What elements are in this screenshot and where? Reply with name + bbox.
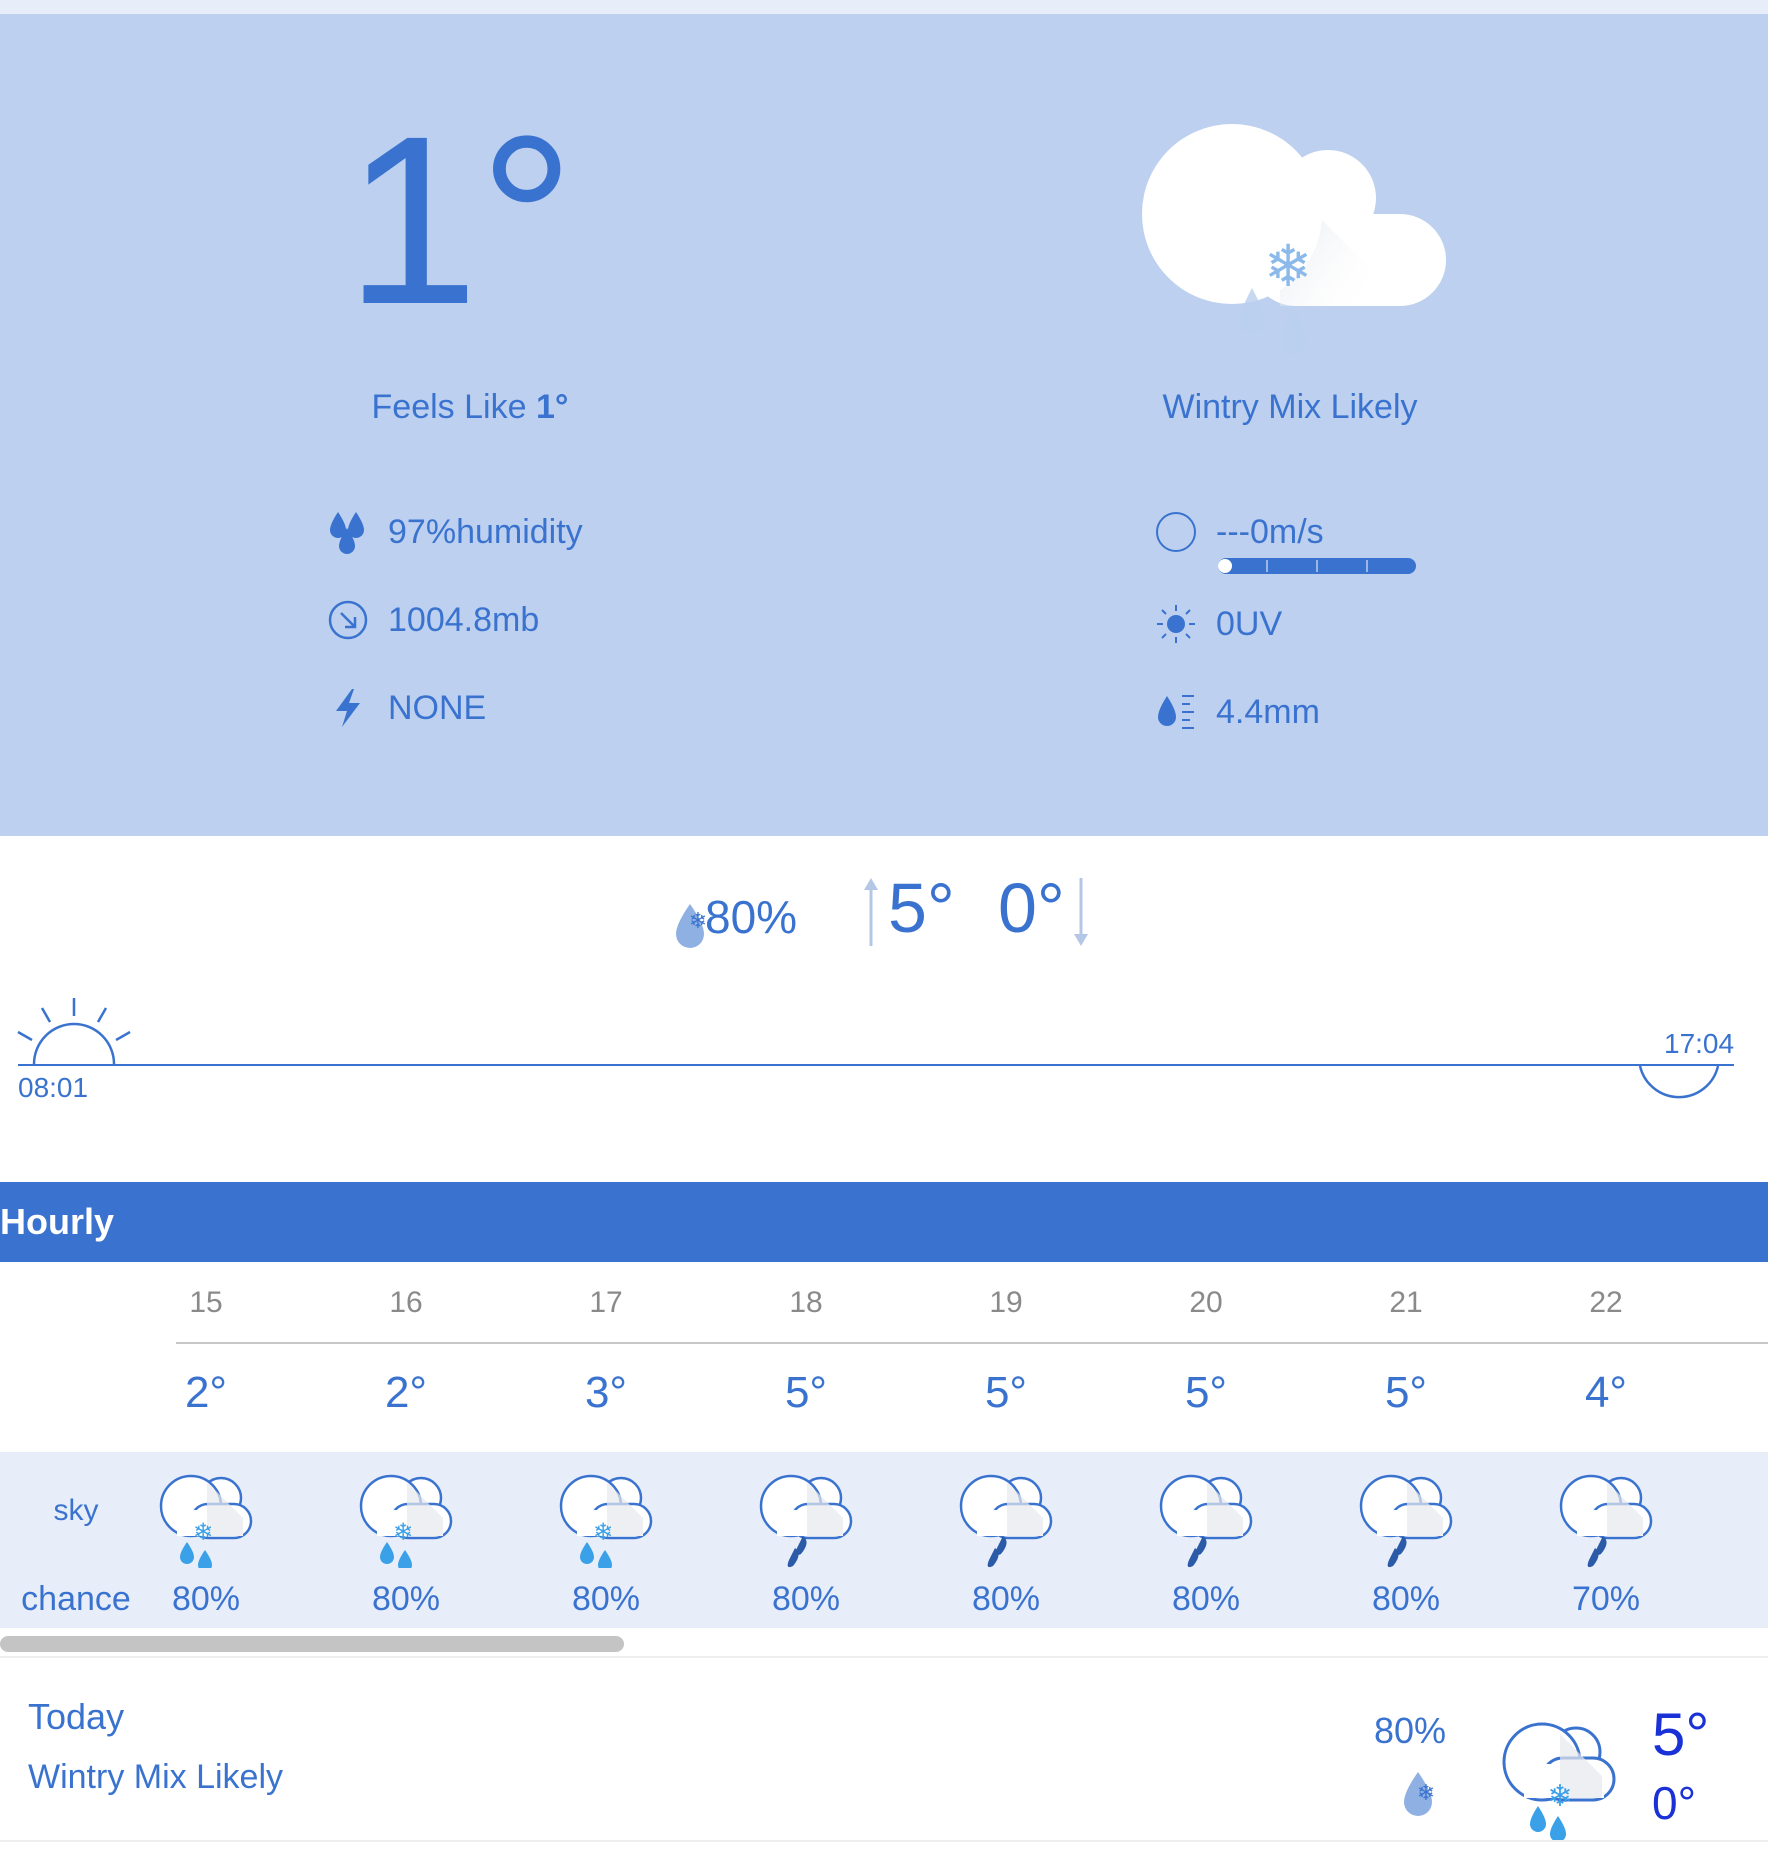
- lightning-icon: [326, 686, 370, 730]
- snow-drop-icon: [1398, 1766, 1442, 1820]
- hourly-title: Hourly: [0, 1201, 115, 1242]
- uv-stat: [1154, 602, 1282, 646]
- hour-label: 21: [1389, 1286, 1423, 1319]
- hour-temperature: 5°: [1184, 1368, 1228, 1417]
- lightning-stat: [326, 686, 486, 730]
- hour-temperature: 3°: [584, 1368, 628, 1417]
- today-condition: Wintry Mix Likely: [28, 1758, 284, 1796]
- hour-label: 16: [389, 1286, 423, 1319]
- arrow-down-icon: [1072, 876, 1090, 948]
- hour-precip-chance: 80%: [371, 1580, 441, 1618]
- svg-text:❄: ❄: [1416, 1781, 1436, 1806]
- hour-precip-chance: 80%: [771, 1580, 841, 1618]
- hour-temperature: 2°: [384, 1368, 428, 1417]
- top-strip: [0, 0, 1768, 14]
- rain-icon: [1551, 1468, 1661, 1568]
- rain-icon: [1151, 1468, 1261, 1568]
- hour-precip-chance: 70%: [1571, 1580, 1641, 1618]
- svg-text:❄: ❄: [1263, 232, 1313, 300]
- current-conditions-panel: [0, 14, 1768, 836]
- hour-label: 22: [1589, 1286, 1623, 1319]
- section-divider: [0, 1656, 1768, 1658]
- svg-text:❄: ❄: [392, 1518, 414, 1546]
- daylight-line: [18, 1064, 1734, 1066]
- wind-direction-icon: [1154, 510, 1198, 554]
- rain-icon: [1351, 1468, 1461, 1568]
- hour-label: 18: [789, 1286, 823, 1319]
- wintry-mix-icon: [551, 1468, 661, 1568]
- wintry-mix-large-icon: [1130, 118, 1450, 378]
- rain-icon: [951, 1468, 1061, 1568]
- wind-bar-knob: [1218, 559, 1232, 573]
- wind-bar-tick: [1366, 560, 1368, 572]
- hour-precip-chance: 80%: [1371, 1580, 1441, 1618]
- hourly-header: [0, 1182, 1768, 1262]
- humidity-label: humidity: [456, 512, 583, 551]
- day-precip-chance: 80%: [705, 891, 798, 943]
- feels-like: [300, 388, 640, 427]
- sunset-icon: [1636, 1064, 1722, 1112]
- feels-like-label: Feels Like: [371, 388, 536, 426]
- today-low: 0°: [1652, 1777, 1696, 1829]
- hour-precip-chance: 80%: [1171, 1580, 1241, 1618]
- hour-precip-chance: 80%: [571, 1580, 641, 1618]
- hour-temperature: 4°: [1584, 1368, 1628, 1417]
- hour-temperature: 5°: [984, 1368, 1028, 1417]
- pressure-stat: [326, 598, 539, 642]
- sun-uv-icon: [1154, 602, 1198, 646]
- hour-label: 19: [989, 1286, 1023, 1319]
- uv-value: 0: [1216, 604, 1235, 643]
- lightning-value: NONE: [388, 688, 487, 727]
- condition-text: Wintry Mix Likely: [1162, 388, 1418, 426]
- hours-divider: [176, 1342, 1768, 1344]
- precip-value: 4.4: [1216, 692, 1264, 731]
- chance-row-label: chance: [21, 1580, 131, 1618]
- hour-label: 15: [189, 1286, 223, 1319]
- wintry-mix-icon: [351, 1468, 461, 1568]
- today-title: Today: [28, 1696, 125, 1737]
- wintry-mix-icon: [1494, 1714, 1624, 1844]
- precip-gauge-icon: [1154, 690, 1198, 734]
- sunset-time: 17:04: [1664, 1028, 1735, 1059]
- today-precip-chance: 80%: [1374, 1710, 1447, 1751]
- sunrise-icon: [14, 994, 134, 1066]
- hour-temperature: 5°: [1384, 1368, 1428, 1417]
- bottom-divider: [0, 1840, 1768, 1842]
- hour-label: 20: [1189, 1286, 1223, 1319]
- uv-label: UV: [1234, 604, 1283, 643]
- humidity-stat: [326, 510, 583, 554]
- pressure-icon: [326, 598, 370, 642]
- humidity-value: 97%: [388, 512, 457, 551]
- arrow-up-icon: [862, 876, 880, 948]
- wind-speed-bar: [1218, 558, 1416, 574]
- wind-direction: ---: [1216, 512, 1250, 551]
- wind-bar-tick: [1316, 560, 1318, 572]
- hour-temperature: 2°: [184, 1368, 228, 1417]
- wind-unit: m/s: [1268, 512, 1324, 551]
- today-high: 5°: [1652, 1701, 1710, 1768]
- current-temperature: 1°: [345, 86, 575, 354]
- hour-precip-chance: 80%: [171, 1580, 241, 1618]
- wind-speed: 0: [1249, 512, 1269, 551]
- wind-bar-tick: [1266, 560, 1268, 572]
- precip-unit: mm: [1263, 692, 1320, 731]
- sky-row-label: sky: [53, 1494, 99, 1527]
- rain-icon: [751, 1468, 861, 1568]
- precip-stat: [1154, 690, 1320, 734]
- feels-like-value: 1°: [535, 388, 569, 426]
- svg-text:❄: ❄: [592, 1518, 614, 1546]
- wind-stat: [1154, 510, 1324, 554]
- pressure-value: 1004.8: [388, 600, 492, 639]
- svg-text:❄: ❄: [688, 909, 708, 934]
- svg-text:❄: ❄: [192, 1518, 214, 1546]
- svg-text:❄: ❄: [1547, 1779, 1573, 1814]
- hour-label: 17: [589, 1286, 623, 1319]
- wintry-mix-icon: [151, 1468, 261, 1568]
- pressure-unit: mb: [492, 600, 540, 639]
- day-low: 0°: [998, 869, 1065, 947]
- day-high: 5°: [888, 869, 955, 947]
- hour-precip-chance: 80%: [971, 1580, 1041, 1618]
- humidity-icon: [326, 510, 370, 554]
- sunrise-time: 08:01: [18, 1072, 89, 1103]
- hourly-scroll-thumb[interactable]: [0, 1636, 624, 1652]
- hour-temperature: 5°: [784, 1368, 828, 1417]
